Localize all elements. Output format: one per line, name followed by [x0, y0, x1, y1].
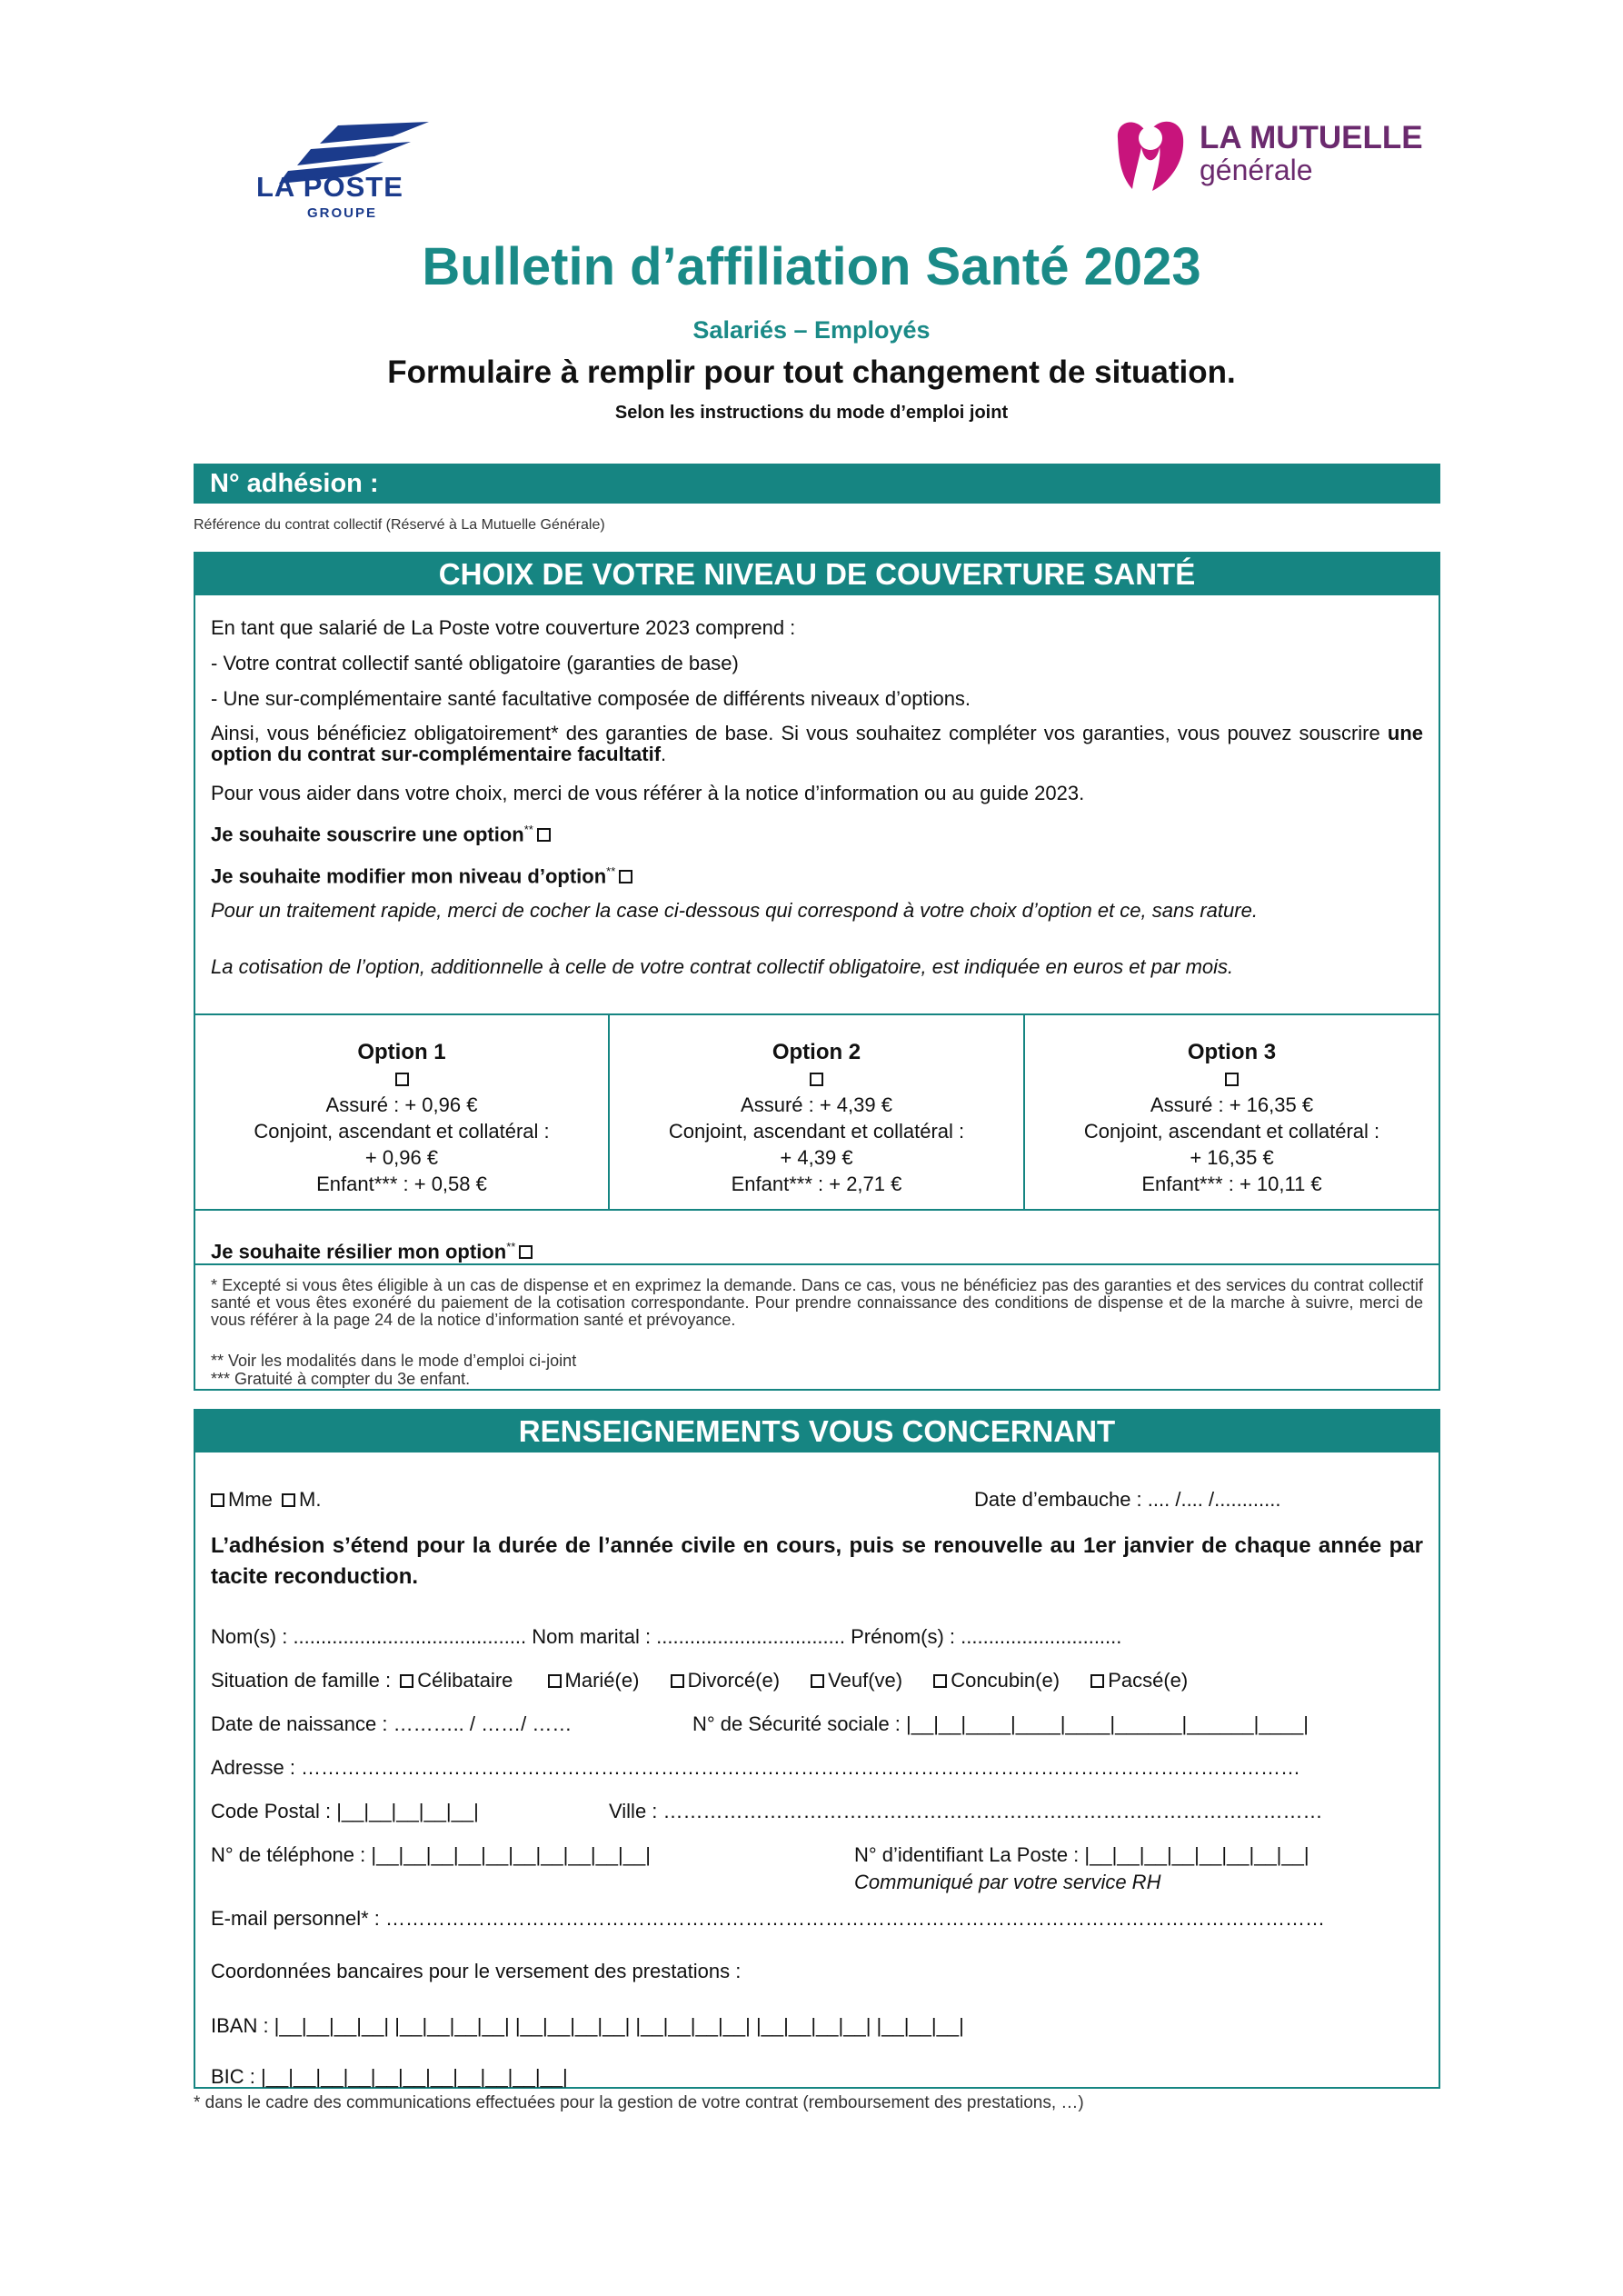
rh-note: Communiqué par votre service RH [854, 1871, 1161, 1893]
option-3-title: Option 3 [1187, 1040, 1277, 1064]
mutuelle-m-icon [1107, 111, 1198, 195]
coverage-intro: En tant que salarié de La Poste votre couverture 2023 comprend : [211, 616, 796, 639]
family-situation-row [211, 1669, 1188, 1692]
instructions-note: Selon les instructions du mode d’emploi joint [614, 403, 1009, 423]
mutuelle-line1: LA MUTUELLE [1200, 120, 1423, 155]
cancel-option-row[interactable] [211, 1235, 536, 1263]
bic-field[interactable]: BIC : |__|__|__|__|__|__|__|__|__|__|__| [211, 2065, 568, 2088]
option-1-checkbox[interactable] [395, 1073, 409, 1086]
option-1-cell[interactable] [195, 1015, 608, 1209]
city-field[interactable]: Ville : ……………………………………………………………………………………… [609, 1800, 1323, 1822]
form-heading: Formulaire à remplir pour tout changement de situation. [387, 354, 1236, 390]
option-3-checkbox[interactable] [1225, 1073, 1239, 1086]
concubin-label: Concubin(e) [951, 1669, 1060, 1692]
ainsi-end: . [661, 743, 667, 765]
mutuelle-line2: générale [1200, 154, 1313, 186]
coverage-ainsi [211, 723, 1423, 764]
civility-row [211, 1488, 321, 1512]
email-field[interactable]: E-mail personnel* : …………………………………………………………………………………………………………………………… [211, 1907, 1325, 1930]
option-1-conjoint-value: + 0,96 € [364, 1146, 439, 1169]
mme-checkbox[interactable] [211, 1493, 224, 1507]
cotisation-note: La cotisation de l’option, additionnelle à celle de votre contrat collectif obligatoire, est indiquée en euros et par mois. [211, 955, 1234, 978]
option-3-conjoint: Conjoint, ascendant et collatéral : [1083, 1120, 1380, 1143]
option-3-conjoint-value: + 16,35 € [1190, 1146, 1274, 1169]
subscribe-checkbox[interactable] [537, 828, 551, 842]
birth-date-field[interactable]: Date de naissance : ……….. / ……/ …… [211, 1712, 573, 1735]
names-field[interactable]: Nom(s) : .......................................... Nom marital : .................................. Prénom(s) : ............................. [211, 1625, 1122, 1648]
subscribe-star: ** [523, 823, 533, 836]
postal-code-field[interactable]: Code Postal : |__|__|__|__|__| [211, 1800, 479, 1822]
cancel-label: Je souhaite résilier mon option [211, 1240, 507, 1263]
hire-date-field[interactable]: Date d’embauche : .... /.... /............ [974, 1488, 1281, 1511]
veuf-label: Veuf(ve) [828, 1669, 903, 1692]
cancel-checkbox[interactable] [519, 1245, 533, 1259]
option-2-checkbox[interactable] [810, 1073, 823, 1086]
option-1-conjoint: Conjoint, ascendant et collatéral : [254, 1120, 550, 1143]
option-2-title: Option 2 [772, 1040, 861, 1064]
page-subtitle: Salariés – Employés [692, 316, 931, 344]
option-2-assure: Assuré : + 4,39 € [741, 1093, 892, 1116]
bank-details-label: Coordonnées bancaires pour le versement des prestations : [211, 1960, 742, 1982]
address-field[interactable]: Adresse : …………………………………………………………………………………………………………………………………… [211, 1756, 1301, 1779]
la-poste-name: LA POSTE [256, 171, 403, 203]
divorce-label: Divorcé(e) [687, 1669, 781, 1692]
quick-processing-note: Pour un traitement rapide, merci de cocher la case ci-dessous qui correspond à votre choix d’option et ce, sans rature. [211, 899, 1258, 922]
pacse-label: Pacsé(e) [1108, 1669, 1189, 1692]
footnote-gratuite: *** Gratuité à compter du 3e enfant. [211, 1370, 471, 1388]
footnote-dispense: * Excepté si vous êtes éligible à un cas de dispense et en exprimez la demande. Dans ce cas, vous ne bénéficiez pas des garanties et des services du contrat collectif santé et vous êtes exonéré du paiement de la cotisation correspondante. Pour prendre connaissance des conditions de dispense et de la marche à suivre, merci de vous référer à la page 24 de la notice d’information santé et prévoyance. [211, 1276, 1423, 1329]
concubin-checkbox[interactable] [933, 1674, 947, 1688]
divorce-checkbox[interactable] [671, 1674, 684, 1688]
option-2-conjoint-value: + 4,39 € [780, 1146, 853, 1169]
contract-reference: Référence du contrat collectif (Réservé à La Mutuelle Générale) [194, 517, 605, 533]
option-1-assure: Assuré : + 0,96 € [325, 1093, 478, 1116]
mme-label: Mme [228, 1488, 273, 1511]
veuf-checkbox[interactable] [811, 1674, 824, 1688]
cancel-star: ** [506, 1240, 516, 1253]
option-2-cell[interactable] [610, 1015, 1023, 1209]
modify-label: Je souhaite modifier mon niveau d’option [211, 864, 607, 888]
adhesion-duration-text: L’adhésion s’étend pour la durée de l’année civile en cours, puis se renouvelle au 1er janvier de chaque année par tacite reconduction. [211, 1533, 1423, 1589]
subscribe-option-row[interactable] [211, 818, 554, 846]
option-2-conjoint: Conjoint, ascendant et collatéral : [668, 1120, 965, 1143]
m-label: M. [299, 1488, 322, 1511]
option-3-assure: Assuré : + 16,35 € [1150, 1093, 1314, 1116]
marie-checkbox[interactable] [548, 1674, 562, 1688]
family-situation-label: Situation de famille : [211, 1669, 392, 1692]
ainsi-text: Ainsi, vous bénéficiez obligatoirement* des garanties de base. Si vous souhaitez compléter vos garanties, vous pouvez souscrire [211, 722, 1388, 744]
la-poste-group: GROUPE [307, 205, 378, 221]
options-bottom-divider [195, 1209, 1439, 1211]
option-3-enfant: Enfant*** : + 10,11 € [1141, 1173, 1322, 1195]
phone-field[interactable]: N° de téléphone : |__|__|__|__|__|__|__|__|__|__| [211, 1843, 651, 1866]
social-security-field[interactable]: N° de Sécurité sociale : |__|__|____|____|____|______|______|____| [692, 1712, 1309, 1735]
modify-star: ** [606, 864, 616, 878]
coverage-bullet-1: - Votre contrat collectif santé obligatoire (garanties de base) [211, 652, 739, 674]
option-2-enfant: Enfant*** : + 2,71 € [731, 1173, 902, 1195]
ainsi-bold: une option du contrat sur-complémentaire facultatif [211, 722, 1423, 765]
mutuelle-generale-logo [1107, 111, 1452, 202]
iban-field[interactable]: IBAN : |__|__|__|__| |__|__|__|__| |__|__|__|__| |__|__|__|__| |__|__|__|__| |__|__|__| [211, 2014, 964, 2037]
option-1-title: Option 1 [357, 1040, 446, 1064]
laposte-id-field[interactable]: N° d’identifiant La Poste : |__|__|__|__|__|__|__|__| [854, 1843, 1309, 1866]
modify-checkbox[interactable] [619, 870, 632, 883]
pacse-checkbox[interactable] [1090, 1674, 1104, 1688]
celibataire-checkbox[interactable] [400, 1674, 413, 1688]
coverage-help: Pour vous aider dans votre choix, merci de vous référer à la notice d’information ou au guide 2023. [211, 782, 1085, 804]
footnote-modalites: ** Voir les modalités dans le mode d’emploi ci-joint [211, 1352, 577, 1370]
celibataire-label: Célibataire [417, 1669, 513, 1692]
subscribe-label: Je souhaite souscrire une option [211, 823, 524, 846]
page-title: Bulletin d’affiliation Santé 2023 [422, 237, 1201, 296]
adhesion-bar[interactable]: N° adhésion : [194, 464, 1440, 504]
la-poste-logo [256, 116, 456, 225]
option-3-cell[interactable] [1025, 1015, 1439, 1209]
marie-label: Marié(e) [564, 1669, 640, 1692]
email-footnote: * dans le cadre des communications effectuées pour la gestion de votre contrat (remboursement des prestations, …) [194, 2093, 1084, 2112]
modify-option-row[interactable] [211, 860, 636, 888]
option-1-enfant: Enfant*** : + 0,58 € [316, 1173, 487, 1195]
m-checkbox[interactable] [282, 1493, 295, 1507]
personal-info-title: RENSEIGNEMENTS VOUS CONCERNANT [195, 1411, 1439, 1452]
coverage-section-title: CHOIX DE VOTRE NIVEAU DE COUVERTURE SANTÉ [195, 554, 1439, 595]
notes-divider [195, 1263, 1439, 1265]
coverage-bullet-2: - Une sur-complémentaire santé facultative composée de différents niveaux d’options. [211, 687, 971, 710]
